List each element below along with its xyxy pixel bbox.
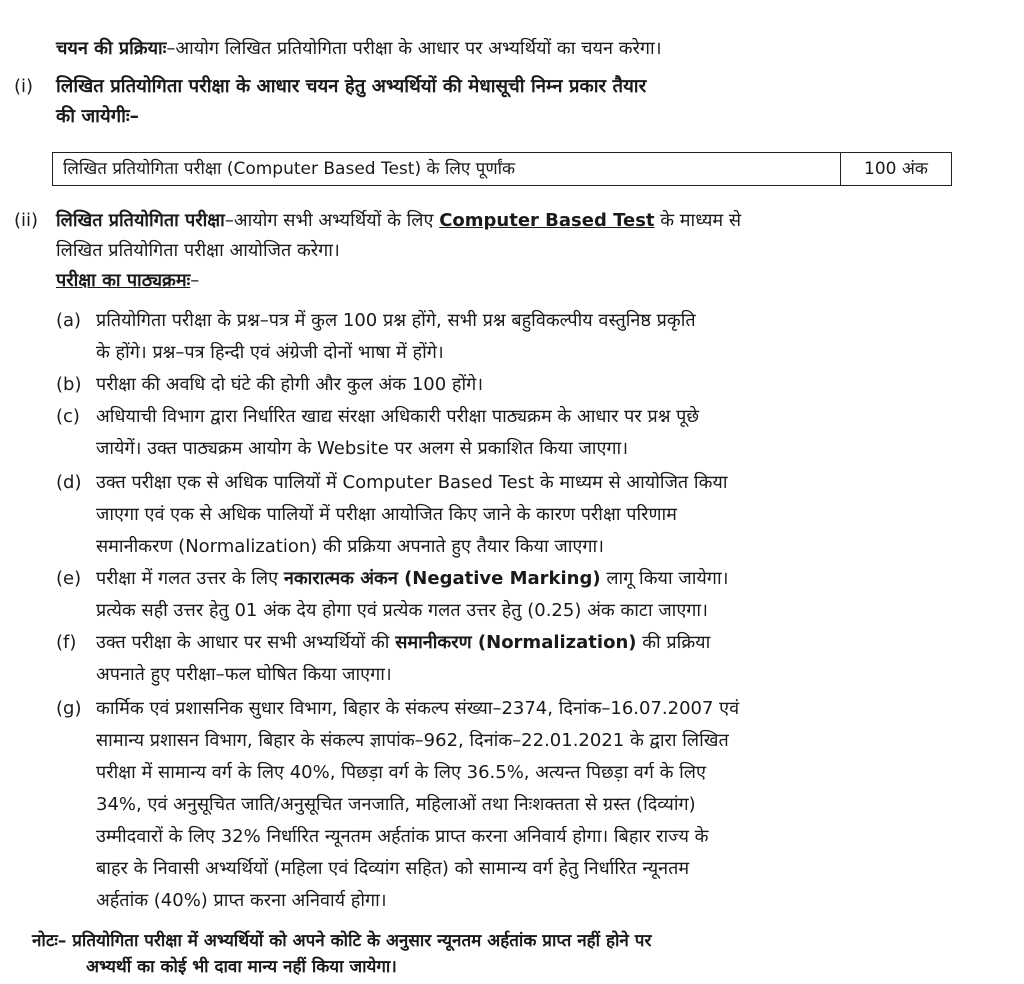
- marks-table: [52, 152, 952, 186]
- cbt-underlined: Computer Based Test: [439, 210, 655, 231]
- syllabus-dash: –: [190, 270, 200, 291]
- item-a-label: (a): [56, 310, 82, 331]
- item-a-line2: के होंगे। प्रश्न–पत्र हिन्दी एवं अंग्रेजी दोनों भाषा में होंगे।: [96, 342, 444, 363]
- note-line2: अभ्यर्थी का कोई भी दावा मान्य नहीं किया जायेगा।: [86, 957, 397, 977]
- item-b-line1: परीक्षा की अवधि दो घंटे की होगी और कुल अंक 100 होंगे।: [96, 374, 484, 395]
- item-e-line1-b: लागू किया जायेगा।: [600, 568, 729, 589]
- item-e-line2: प्रत्येक सही उत्तर हेतु 01 अंक देय होगा एवं प्रत्येक गलत उत्तर हेतु (0.25) अंक काटा जाएगा।: [96, 600, 708, 621]
- item-d-label: (d): [56, 472, 82, 493]
- selection-process-line: [56, 36, 662, 62]
- item-f-line1-b: की प्रक्रिया: [636, 632, 711, 653]
- item-f-label: (f): [56, 632, 77, 653]
- section-i-number: (i): [14, 76, 34, 97]
- item-d-line1: उक्त परीक्षा एक से अधिक पालियों में Computer Based Test के माध्यम से आयोजित किया: [96, 472, 728, 493]
- section-i-line2: की जायेगीः–: [56, 106, 139, 127]
- item-d-line2: जाएगा एवं एक से अधिक पालियों में परीक्षा आयोजित किए जाने के कारण परीक्षा परिणाम: [96, 504, 677, 525]
- selection-process-label: चयन की प्रक्रियाः: [56, 38, 167, 59]
- section-ii-text-a: –आयोग सभी अभ्यर्थियों के लिए: [224, 210, 440, 231]
- item-g-line6: बाहर के निवासी अभ्यर्थियों (महिला एवं दिव्यांग सहित) को सामान्य वर्ग हेतु निर्धारित न्यूनतम: [96, 858, 690, 879]
- marks-table-description: लिखित प्रतियोगिता परीक्षा (Computer Based Test) के लिए पूर्णांक: [53, 153, 841, 185]
- item-g-line5: उम्मीदवारों के लिए 32% निर्धारित न्यूनतम अर्हतांक प्राप्त करना अनिवार्य होगा। बिहार राज्य के: [96, 826, 709, 847]
- item-g-line4: 34%, एवं अनुसूचित जाति/अनुसूचित जनजाति, महिलाओं तथा निःशक्तता से ग्रस्त (दिव्यांग): [96, 794, 696, 815]
- section-ii-line2: लिखित प्रतियोगिता परीक्षा आयोजित करेगा।: [56, 240, 340, 261]
- note-line1: नोटः– प्रतियोगिता परीक्षा में अभ्यर्थियों को अपने कोटि के अनुसार न्यूनतम अर्हतांक प्राप्त नहीं होने पर: [32, 931, 652, 951]
- section-ii-line1: [56, 208, 741, 234]
- item-c-line2: जायेगें। उक्त पाठ्यक्रम आयोग के Website पर अलग से प्रकाशित किया जाएगा।: [96, 438, 629, 459]
- item-g-label: (g): [56, 698, 82, 719]
- item-e-label: (e): [56, 568, 82, 589]
- item-c-line1: अधियाची विभाग द्वारा निर्धारित खाद्य संरक्षा अधिकारी परीक्षा पाठ्यक्रम के आधार पर प्रश्न पूछे: [96, 406, 700, 427]
- negative-marking-bold: नकारात्मक अंकन (Negative Marking): [283, 568, 601, 589]
- item-f-line2: अपनाते हुए परीक्षा–फल घोषित किया जाएगा।: [96, 664, 392, 685]
- item-e-line1: [96, 566, 728, 592]
- item-f-line1-a: उक्त परीक्षा के आधार पर सभी अभ्यर्थियों की: [96, 632, 396, 653]
- syllabus-label: परीक्षा का पाठ्यक्रमः: [56, 270, 191, 291]
- item-g-line2: सामान्य प्रशासन विभाग, बिहार के संकल्प ज्ञापांक–962, दिनांक–22.01.2021 के द्वारा लिखित: [96, 730, 729, 751]
- item-f-line1: [96, 630, 710, 656]
- section-ii-number: (ii): [14, 210, 39, 231]
- item-g-line7: अर्हतांक (40%) प्राप्त करना अनिवार्य होगा।: [96, 890, 387, 911]
- item-c-label: (c): [56, 406, 80, 427]
- normalization-bold: समानीकरण (Normalization): [395, 632, 637, 653]
- section-ii-lead: लिखित प्रतियोगिता परीक्षा: [56, 210, 225, 231]
- selection-process-text: –आयोग लिखित प्रतियोगिता परीक्षा के आधार पर अभ्यर्थियों का चयन करेगा।: [166, 38, 662, 59]
- item-a-line1: प्रतियोगिता परीक्षा के प्रश्न–पत्र में कुल 100 प्रश्न होंगे, सभी प्रश्न बहुविकल्पीय वस्तुनिष्ठ प्रकृति: [96, 310, 696, 331]
- section-i-line1: लिखित प्रतियोगिता परीक्षा के आधार चयन हेतु अभ्यर्थियों की मेधासूची निम्न प्रकार तैयार: [56, 76, 647, 97]
- item-g-line3: परीक्षा में सामान्य वर्ग के लिए 40%, पिछड़ा वर्ग के लिए 36.5%, अत्यन्त पिछड़ा वर्ग के लिए: [96, 762, 706, 783]
- marks-table-value: 100 अंक: [864, 159, 928, 179]
- syllabus-heading: [56, 268, 199, 294]
- item-d-line3: समानीकरण (Normalization) की प्रक्रिया अपनाते हुए तैयार किया जाएगा।: [96, 536, 604, 557]
- section-ii-text-b: के माध्यम से: [654, 210, 742, 231]
- item-g-line1: कार्मिक एवं प्रशासनिक सुधार विभाग, बिहार के संकल्प संख्या–2374, दिनांक–16.07.2007 एवं: [96, 698, 740, 719]
- item-e-line1-a: परीक्षा में गलत उत्तर के लिए: [96, 568, 284, 589]
- item-b-label: (b): [56, 374, 82, 395]
